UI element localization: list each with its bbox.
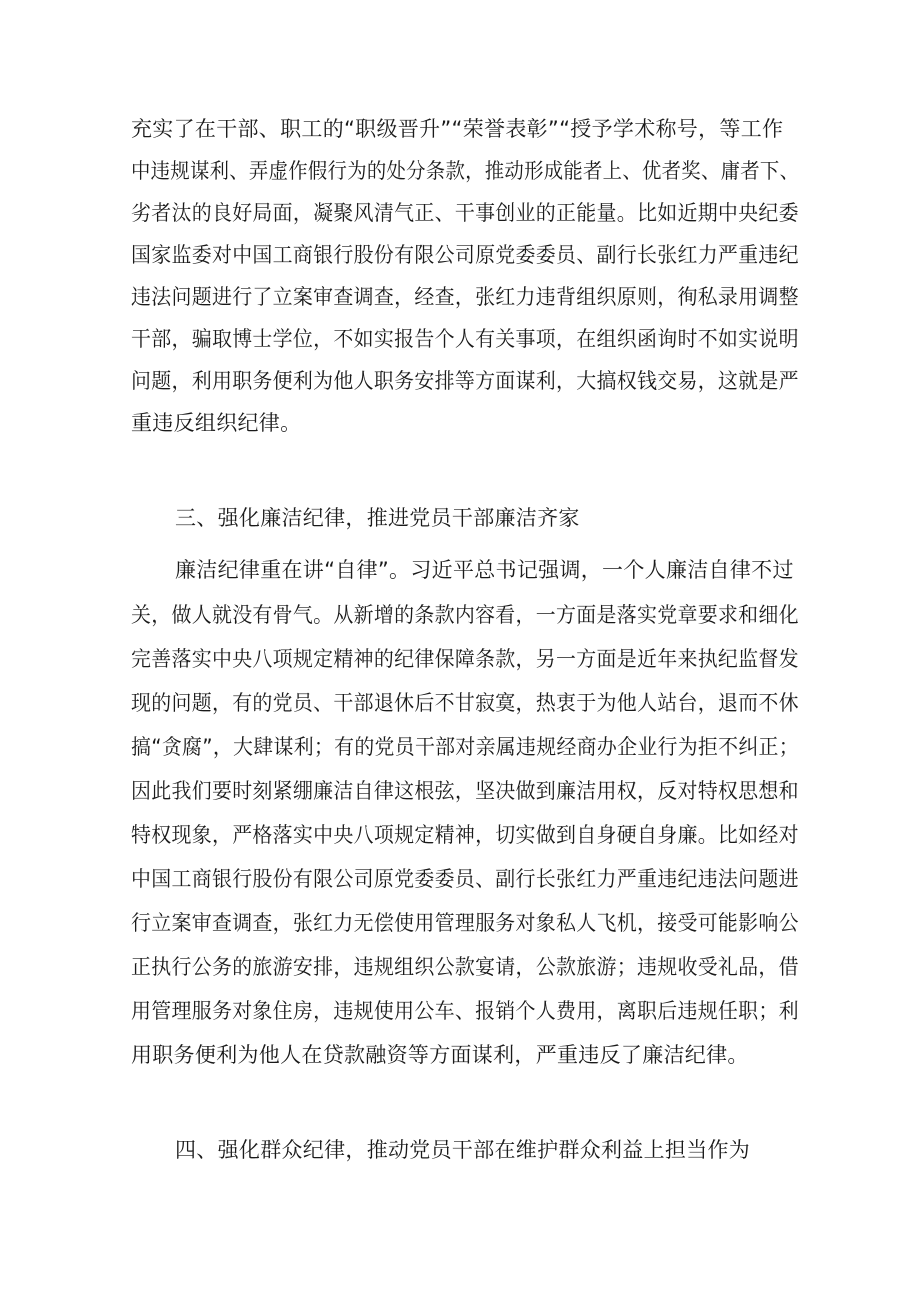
paragraph-1-line-5: 违法问题进行了立案审查调查，经查，张红力违背组织原则，徇私录用调整 [131, 285, 799, 309]
paragraph-2-line-2: 关，做人就没有骨气。从新增的条款内容看，一方面是落实党章要求和细化 [131, 603, 799, 627]
paragraph-2-line-10: 正执行公务的旅游安排，违规组织公款宴请，公款旅游；违规收受礼品，借 [131, 955, 799, 979]
paragraph-1-line-2: 中违规谋利、弄虚作假行为的处分条款，推动形成能者上、优者奖、庸者下、 [131, 159, 800, 183]
paragraph-2-line-7: 特权现象，严格落实中央八项规定精神，切实做到自身硬自身廉。比如经对 [131, 823, 799, 847]
paragraph-1-line-1: 充实了在干部、职工的“职级晋升”“荣誉表彰”“授予学术称号，等工作 [131, 117, 784, 141]
paragraph-2-line-5: 搞“贪腐”，大肆谋利；有的党员干部对亲属违规经商办企业行为拒不纠正； [131, 735, 799, 759]
paragraph-1-line-7: 问题，利用职务便利为他人职务安排等方面谋利，大搞权钱交易，这就是严 [131, 369, 799, 393]
paragraph-2-line-9: 行立案审查调查，张红力无偿使用管理服务对象私人飞机，接受可能影响公 [131, 911, 799, 935]
paragraph-1-line-8: 重违反组织纪律。 [131, 411, 302, 435]
section-heading-3: 三、强化廉洁纪律，推进党员干部廉洁齐家 [175, 506, 580, 530]
paragraph-2-line-1: 廉洁纪律重在讲“自律”。习近平总书记强调，一个人廉洁自律不过 [175, 558, 794, 582]
paragraph-2-line-8: 中国工商银行股份有限公司原党委委员、副行长张红力严重违纪违法问题进 [131, 867, 799, 891]
paragraph-2-line-11: 用管理服务对象住房，违规使用公车、报销个人费用，离职后违规任职；利 [131, 999, 799, 1023]
paragraph-2-line-12: 用职务便利为他人在贷款融资等方面谋利，严重违反了廉洁纪律。 [131, 1043, 749, 1067]
paragraph-2-line-3: 完善落实中央八项规定精神的纪律保障条款，另一方面是近年来执纪监督发 [131, 647, 799, 671]
paragraph-1-line-4: 国家监委对中国工商银行股份有限公司原党委委员、副行长张红力严重违纪 [131, 243, 799, 267]
paragraph-2-line-4: 现的问题，有的党员、干部退休后不甘寂寞，热衷于为他人站台，退而不休 [131, 691, 799, 715]
paragraph-2-line-6: 因此我们要时刻紧绷廉洁自律这根弦，坚决做到廉洁用权，反对特权思想和 [131, 779, 799, 803]
section-heading-4: 四、强化群众纪律，推动党员干部在维护群众利益上担当作为 [175, 1138, 751, 1162]
paragraph-1-line-6: 干部，骗取博士学位，不如实报告个人有关事项，在组织函询时不如实说明 [131, 327, 799, 351]
paragraph-1-line-3: 劣者汰的良好局面，凝聚风清气正、干事创业的正能量。比如近期中央纪委 [131, 201, 799, 225]
